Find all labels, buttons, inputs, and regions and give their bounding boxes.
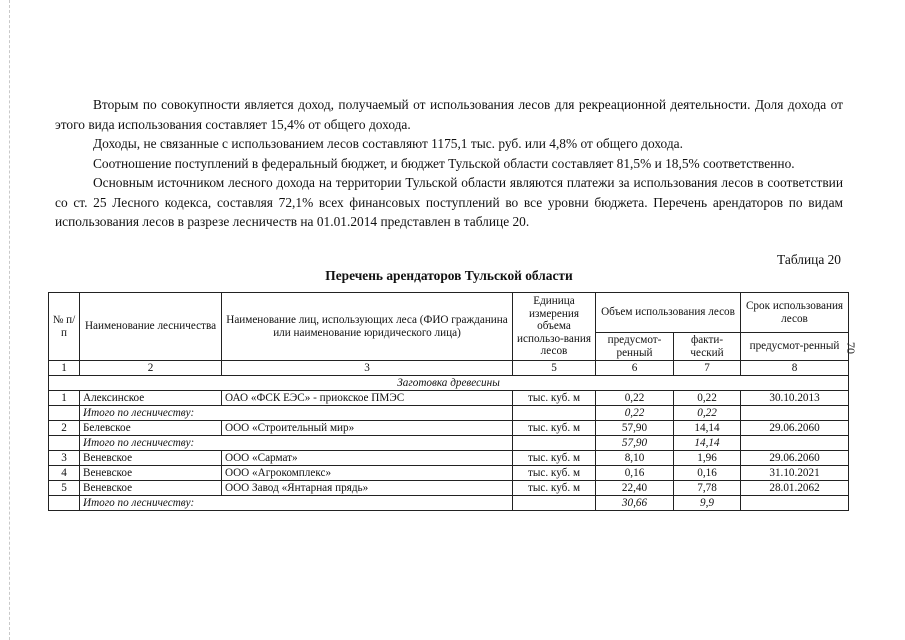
row-volume-planned: 0,16 xyxy=(596,466,674,481)
row-unit: тыс. куб. м xyxy=(513,391,596,406)
row-unit: тыс. куб. м xyxy=(513,421,596,436)
tenants-table xyxy=(48,292,849,511)
table-row xyxy=(49,421,849,436)
row-volume-planned: 8,10 xyxy=(596,451,674,466)
row-num: 4 xyxy=(49,466,80,481)
row-num: 5 xyxy=(49,481,80,496)
column-number: 8 xyxy=(741,361,849,376)
subtotal-planned: 30,66 xyxy=(596,496,674,511)
subtotal-planned: 57,90 xyxy=(596,436,674,451)
row-volume-actual: 0,22 xyxy=(674,391,741,406)
binding-margin-line xyxy=(9,0,11,640)
paragraph: Доходы, не связанные с использованием лесов составляют 1175,1 тыс. руб. или 4,8% от общего дохода. xyxy=(93,136,683,151)
column-number: 6 xyxy=(596,361,674,376)
row-person: ООО «Сармат» xyxy=(222,451,513,466)
table-row xyxy=(49,451,849,466)
table-label: Таблица 20 xyxy=(777,252,841,267)
row-volume-planned: 0,22 xyxy=(596,391,674,406)
table-row xyxy=(49,466,849,481)
row-volume-actual: 7,78 xyxy=(674,481,741,496)
subtotal-row xyxy=(49,436,849,451)
table-row xyxy=(49,391,849,406)
paragraph: Основным источником лесного дохода на территории Тульской области являются платежи за использования лесов в соответствии со ст. 25 Лесного кодекса, составляя 72,1% всех финансовых поступлений во все уровни бюджета. Перечень арендаторов по видам использования лесов в разрезе лесничеств на 01.01.2014 представлен в таблице 20. xyxy=(55,175,843,229)
row-volume-actual: 14,14 xyxy=(674,421,741,436)
subtotal-actual: 9,9 xyxy=(674,496,741,511)
row-num: 3 xyxy=(49,451,80,466)
subtotal-planned: 0,22 xyxy=(596,406,674,421)
row-num: 2 xyxy=(49,421,80,436)
row-person: ОАО «ФСК ЕЭС» - приокское ПМЭС xyxy=(222,391,513,406)
header-volume-actual: факти-ческий xyxy=(674,333,741,361)
row-volume-planned: 22,40 xyxy=(596,481,674,496)
column-number: 1 xyxy=(49,361,80,376)
header-term-planned: предусмот-ренный xyxy=(741,333,849,361)
column-number: 3 xyxy=(222,361,513,376)
subtotal-label: Итого по лесничеству: xyxy=(80,496,513,511)
header-forestry: Наименование лесничества xyxy=(80,293,222,361)
paragraph: Соотношение поступлений в федеральный бюджет, и бюджет Тульской области составляет 81,5% и 18,5% соответственно. xyxy=(93,155,795,171)
page-number: 70 xyxy=(844,342,858,354)
subtotal-row xyxy=(49,496,849,511)
header-volume: Объем использования лесов xyxy=(596,293,741,333)
row-volume-actual: 1,96 xyxy=(674,451,741,466)
row-num: 1 xyxy=(49,391,80,406)
subtotal-actual: 14,14 xyxy=(674,436,741,451)
header-term: Срок использования лесов xyxy=(741,293,849,333)
header-num: № п/п xyxy=(49,293,80,361)
row-forestry: Веневское xyxy=(80,451,222,466)
row-unit: тыс. куб. м xyxy=(513,466,596,481)
row-forestry: Веневское xyxy=(80,481,222,496)
column-number: 5 xyxy=(513,361,596,376)
subtotal-label: Итого по лесничеству: xyxy=(80,406,513,421)
section-title: Заготовка древесины xyxy=(49,376,849,391)
row-volume-planned: 57,90 xyxy=(596,421,674,436)
subtotal-actual: 0,22 xyxy=(674,406,741,421)
row-term: 29.06.2060 xyxy=(741,451,849,466)
header-person: Наименование лиц, использующих леса (ФИО гражданина или наименование юридического лица) xyxy=(222,293,513,361)
row-term: 29.06.2060 xyxy=(741,421,849,436)
row-forestry: Веневское xyxy=(80,466,222,481)
column-number: 7 xyxy=(674,361,741,376)
subtotal-label: Итого по лесничеству: xyxy=(80,436,513,451)
row-term: 30.10.2013 xyxy=(741,391,849,406)
row-unit: тыс. куб. м xyxy=(513,481,596,496)
row-term: 28.01.2062 xyxy=(741,481,849,496)
subtotal-row xyxy=(49,406,849,421)
paragraph: Вторым по совокупности является доход, получаемый от использования лесов для рекреационной деятельности. Доля дохода от этого вида использования составляет 15,4% от общего дохода. xyxy=(55,97,843,132)
row-unit: тыс. куб. м xyxy=(513,451,596,466)
row-person: ООО Завод «Янтарная прядь» xyxy=(222,481,513,496)
row-person: ООО «Агрокомплекс» xyxy=(222,466,513,481)
body-text xyxy=(55,95,843,232)
table-row xyxy=(49,481,849,496)
row-forestry: Белевское xyxy=(80,421,222,436)
row-person: ООО «Строительный мир» xyxy=(222,421,513,436)
row-term: 31.10.2021 xyxy=(741,466,849,481)
table-title: Перечень арендаторов Тульской области xyxy=(325,268,573,283)
row-forestry: Алексинское xyxy=(80,391,222,406)
row-volume-actual: 0,16 xyxy=(674,466,741,481)
column-number: 2 xyxy=(80,361,222,376)
header-unit: Единица измерения объема использо-вания лесов xyxy=(513,293,596,361)
header-volume-planned: предусмот-ренный xyxy=(596,333,674,361)
